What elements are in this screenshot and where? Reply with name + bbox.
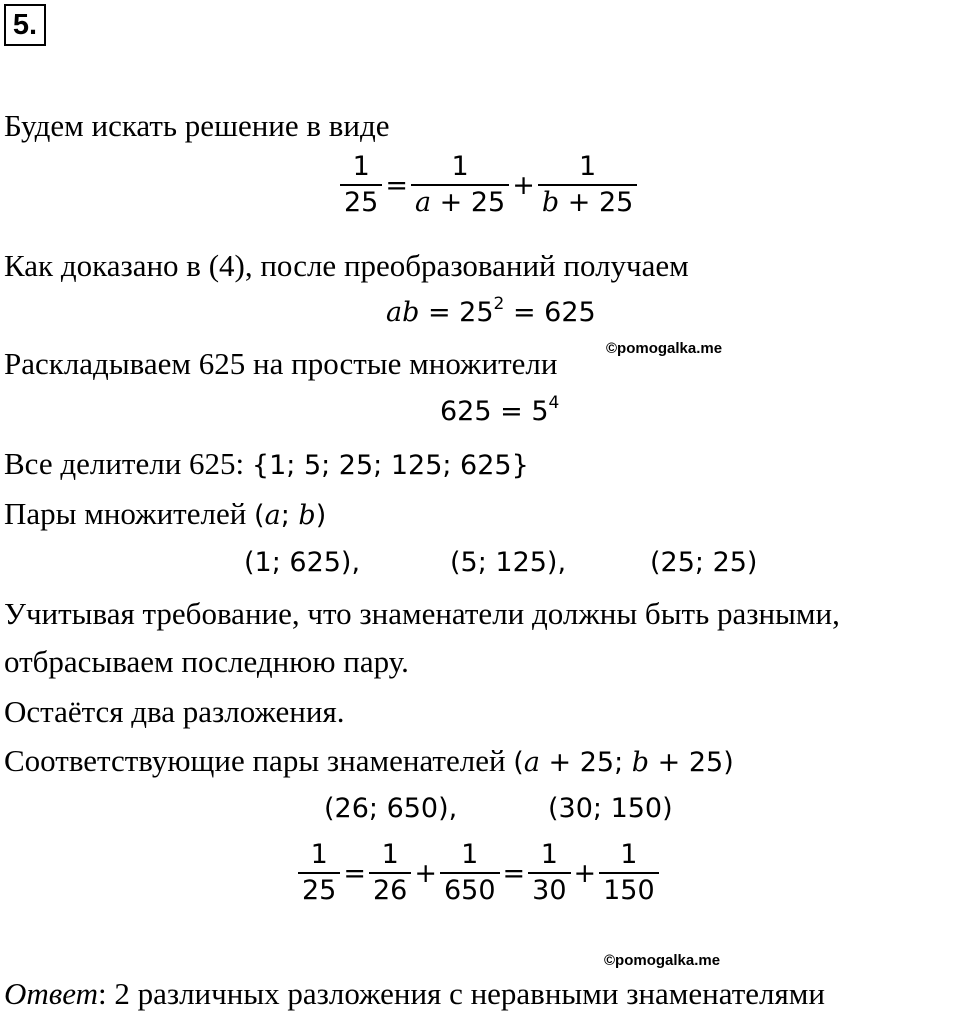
exponent: 4 [548,393,560,413]
numerator: 1 [620,839,638,870]
answer-text: : 2 различных разложения с неравными знаменателями [97,976,825,1011]
paren-open: ( [513,747,524,778]
mid: + 25; [539,747,632,778]
pairs-label: Пары множителей [4,496,255,531]
equation-ab [386,296,596,330]
plus-sign: + [512,169,535,201]
divisors-line [4,444,529,486]
var-b: b [298,500,316,531]
paren-open: ( [254,500,265,531]
intro-line: Будем искать решение в виде [4,108,390,143]
pair-25-25: (25; 25) [650,547,758,578]
factorize-line: Раскладываем 625 на простые множители [4,346,558,381]
discard-line: отбрасываем последнюю пару. [4,644,409,679]
eq-mid: = 25 [419,297,494,328]
pair-5-125: (5; 125), [450,547,567,578]
divisors-set: {1; 5; 25; 125; 625} [251,450,529,481]
var-a: a [414,187,432,218]
den-pair-26-650: (26; 650), [324,793,458,824]
fraction-1-25 [340,150,382,220]
var-ab: ab [386,297,420,328]
denominator [411,184,509,220]
denominator-pairs-line [4,741,734,783]
fraction-1-26 [369,838,411,908]
proof-reference-line: Как доказано в (4), после преобразований получаем [4,248,689,283]
den-pair-30-150: (30; 150) [548,793,673,824]
den-rest: + 25 [559,187,634,218]
eq-lhs: 625 = 5 [440,396,549,427]
paren-close: ) [315,500,327,531]
denominator [538,184,637,220]
factor-pairs-line [4,494,326,536]
var-b: b [541,187,560,218]
plus-sign: + [414,857,437,889]
denominator: 26 [369,872,411,908]
numerator: 1 [540,839,558,870]
equation-625 [440,395,559,429]
watermark-bottom: ©pomogalka.me [604,952,721,969]
numerator: 1 [451,151,469,182]
watermark-top: ©pomogalka.me [606,340,723,357]
eq-rhs: = 625 [504,297,596,328]
var-a: a [523,747,540,778]
pairs-notation [254,500,326,531]
fraction-1-150 [599,838,659,908]
denominator: 25 [298,872,340,908]
separator: ; [280,500,299,531]
denominator: 25 [340,184,382,220]
answer-label: Ответ [4,976,98,1011]
den-pairs-notation [513,747,733,778]
divisors-label: Все делители 625: [4,446,252,481]
equals-sign: = [343,857,366,889]
fraction-1-30 [528,838,570,908]
fraction-1-b25 [538,150,637,220]
equation-fraction-form [340,150,637,220]
numerator: 1 [310,839,328,870]
equation-final [298,838,659,908]
problem-number: 5. [4,4,46,46]
equals-sign: = [502,857,526,889]
answer-line [4,974,825,1014]
fraction-1-25 [298,838,340,908]
numerator: 1 [352,151,370,182]
den-rest: + 25 [431,187,506,218]
equals-sign: = [385,169,408,201]
denominator: 650 [440,872,500,908]
denominator: 150 [599,872,659,908]
exponent: 2 [493,294,505,314]
fraction-1-650 [440,838,500,908]
remaining-line: Остаётся два разложения. [4,694,345,729]
fraction-1-a25 [411,150,509,220]
den-pairs-label: Соответствующие пары знаменателей [4,743,514,778]
plus-sign: + [573,857,597,889]
var-a: a [264,500,281,531]
requirement-line: Учитывая требование, что знаменатели должны быть разными, [4,596,840,631]
pair-1-625: (1; 625), [244,547,361,578]
paren-close: + 25) [649,747,734,778]
var-b: b [631,747,650,778]
numerator: 1 [381,839,399,870]
denominator: 30 [528,872,570,908]
numerator: 1 [579,151,597,182]
numerator: 1 [461,839,479,870]
